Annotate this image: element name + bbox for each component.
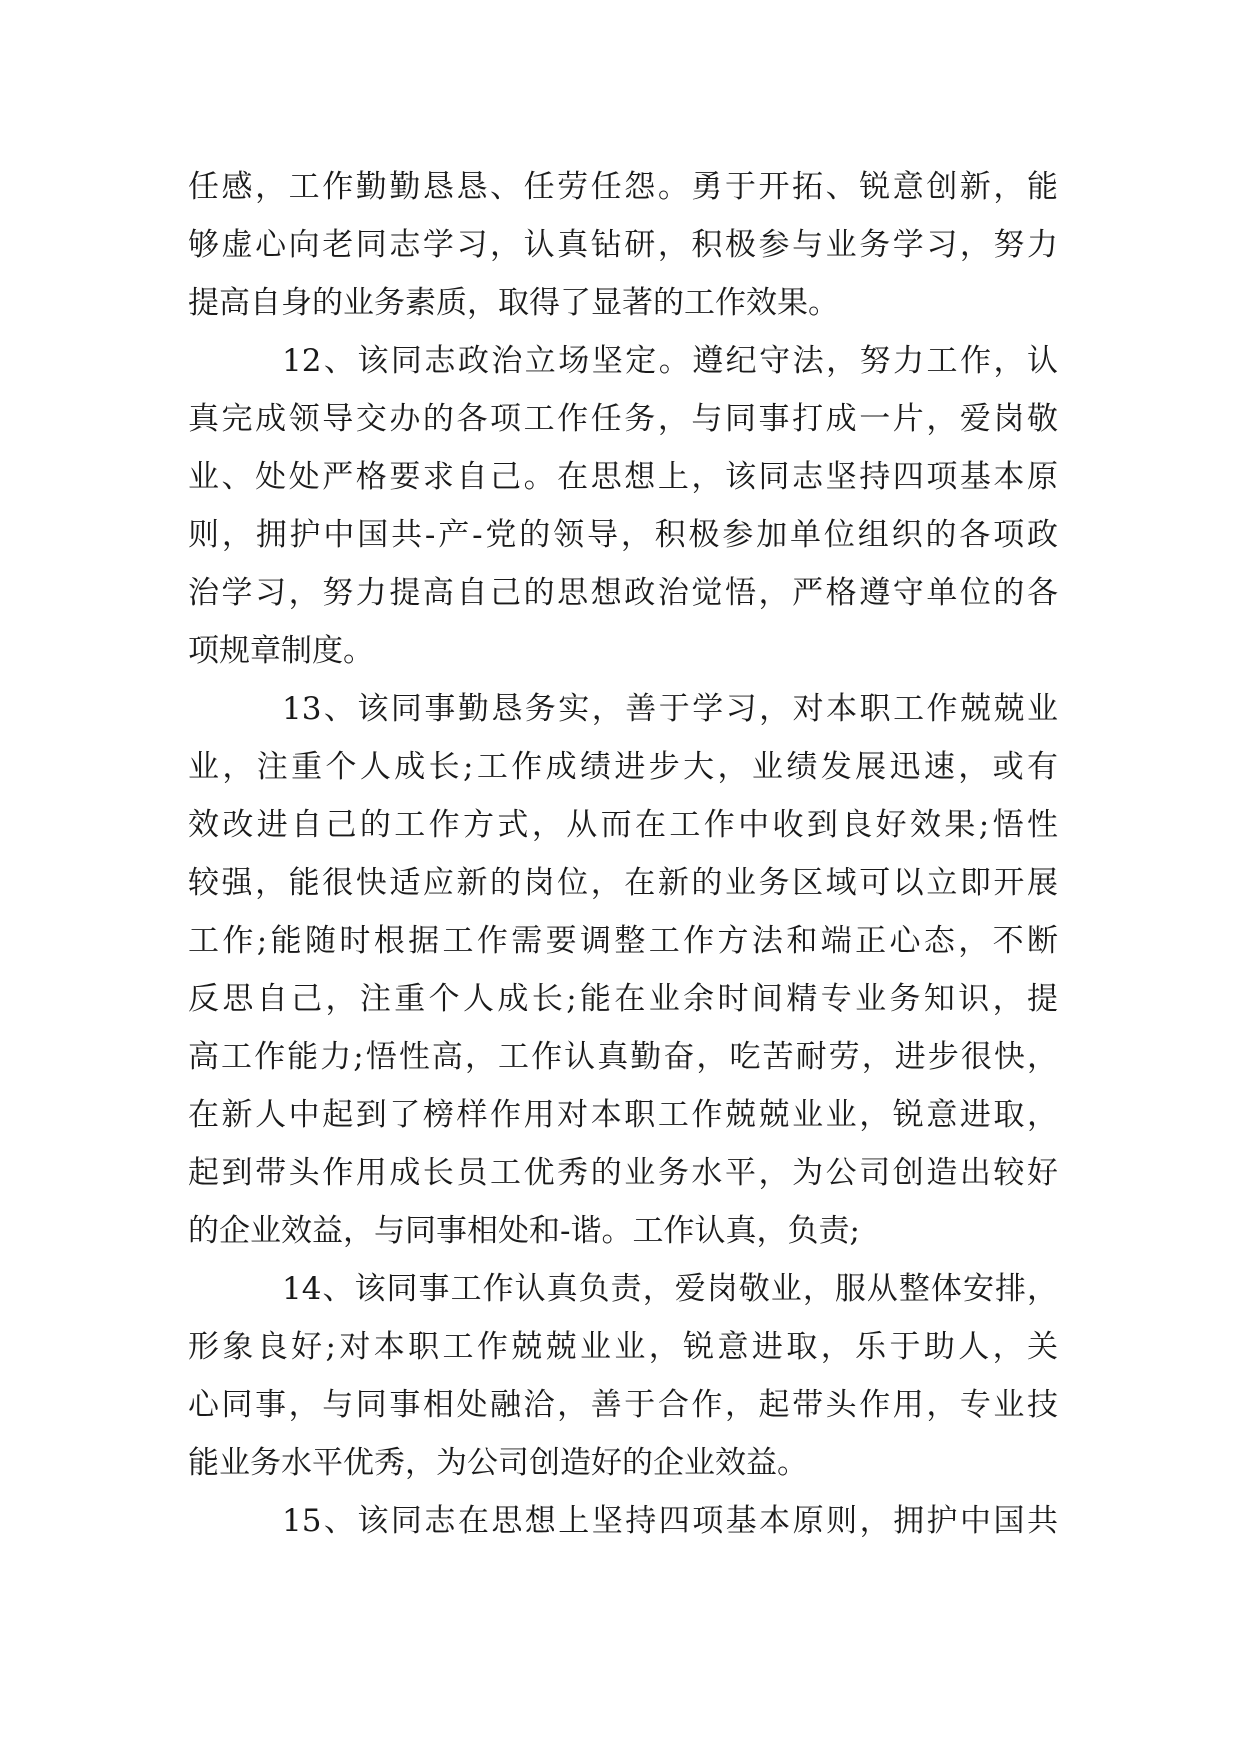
paragraph-first-line: 13、该同事勤恳务实，善于学习，对本职工作兢兢业	[282, 691, 1058, 727]
text-line: 在新人中起到了榜样作用对本职工作兢兢业业，锐意进取，	[188, 1097, 1058, 1133]
text-line: 业、处处严格要求自己。在思想上，该同志坚持四项基本原	[188, 459, 1058, 495]
text-line: 心同事，与同事相处融洽，善于合作，起带头作用，专业技	[188, 1387, 1058, 1423]
text-line: 反思自己，注重个人成长;能在业余时间精专业务知识，提	[188, 981, 1058, 1017]
text-line: 真完成领导交办的各项工作任务，与同事打成一片，爱岗敬	[188, 401, 1058, 437]
text-line: 能业务水平优秀，为公司创造好的企业效益。	[188, 1445, 808, 1481]
paragraph-first-line: 15、该同志在思想上坚持四项基本原则，拥护中国共	[282, 1503, 1058, 1539]
text-line: 较强，能很快适应新的岗位，在新的业务区域可以立即开展	[188, 865, 1058, 901]
text-line: 项规章制度。	[188, 633, 374, 669]
paragraph-first-line: 12、该同志政治立场坚定。遵纪守法，努力工作，认	[282, 343, 1058, 379]
text-line: 任感，工作勤勤恳恳、任劳任怨。勇于开拓、锐意创新，能	[188, 169, 1058, 205]
text-line: 治学习，努力提高自己的思想政治觉悟，严格遵守单位的各	[188, 575, 1058, 611]
text-line: 则，拥护中国共-产-党的领导，积极参加单位组织的各项政	[188, 517, 1058, 553]
text-line: 效改进自己的工作方式，从而在工作中收到良好效果;悟性	[188, 807, 1058, 843]
text-line: 高工作能力;悟性高，工作认真勤奋，吃苦耐劳，进步很快，	[188, 1039, 1058, 1075]
text-line: 的企业效益，与同事相处和-谐。工作认真，负责;	[188, 1213, 860, 1249]
paragraph-first-line: 14、该同事工作认真负责，爱岗敬业，服从整体安排，	[282, 1271, 1058, 1307]
text-line: 提高自身的业务素质，取得了显著的工作效果。	[188, 285, 839, 321]
text-line: 起到带头作用成长员工优秀的业务水平，为公司创造出较好	[188, 1155, 1058, 1191]
text-line: 工作;能随时根据工作需要调整工作方法和端正心态，不断	[188, 923, 1058, 959]
text-line: 够虚心向老同志学习，认真钻研，积极参与业务学习，努力	[188, 227, 1058, 263]
text-line: 形象良好;对本职工作兢兢业业，锐意进取，乐于助人，关	[188, 1329, 1058, 1365]
document-body	[188, 158, 1058, 1550]
text-line: 业，注重个人成长;工作成绩进步大，业绩发展迅速，或有	[188, 749, 1058, 785]
